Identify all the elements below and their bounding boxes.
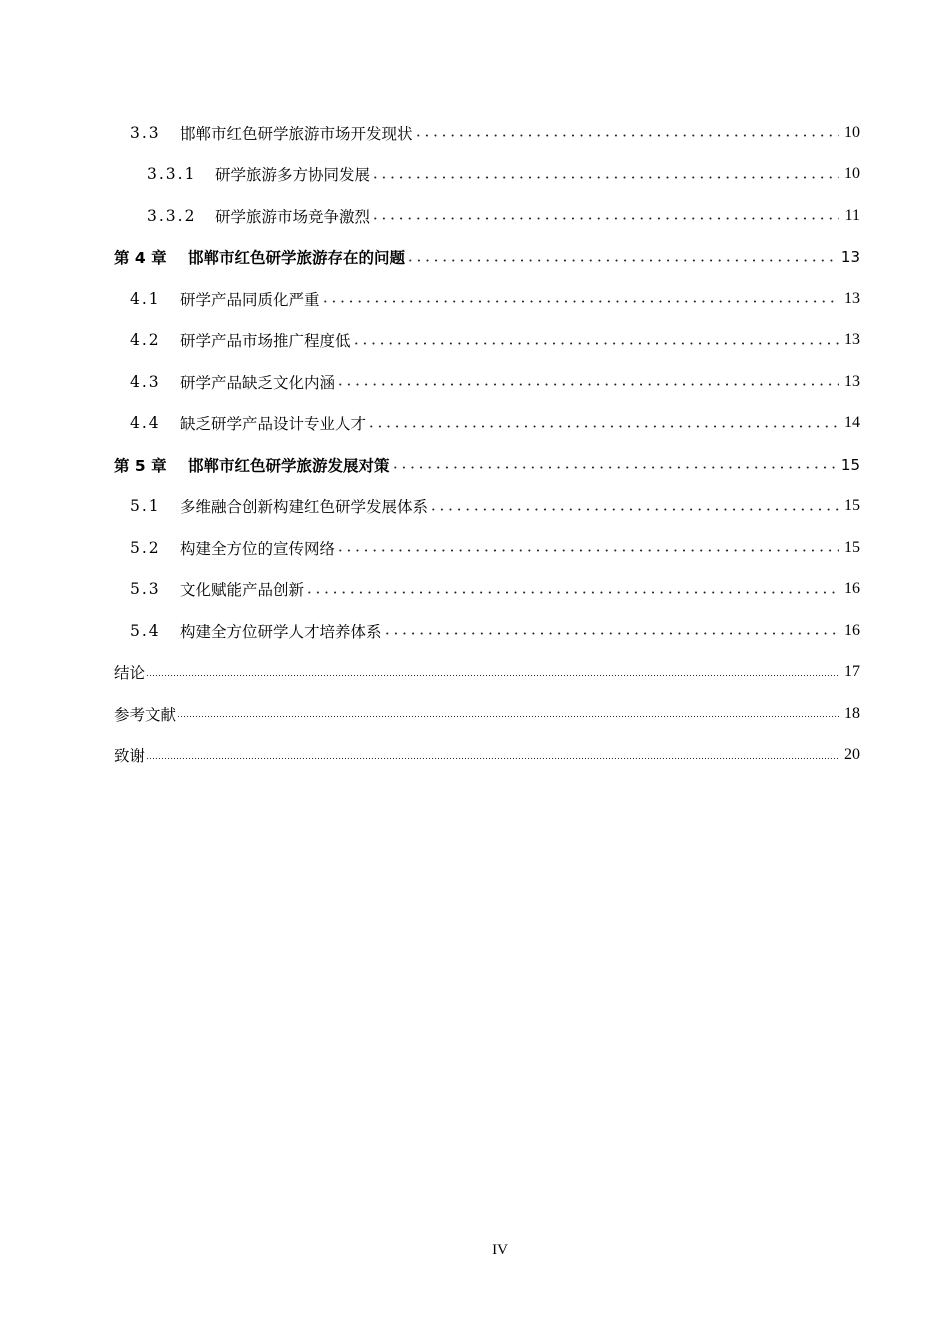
toc-entry-number: 4.2	[130, 331, 161, 350]
toc-entry-page: 10	[844, 165, 860, 183]
toc-entry-title: 参考文献	[114, 705, 177, 724]
page-number-footer: IV	[492, 1242, 508, 1258]
toc-entry-page: 15	[844, 497, 860, 515]
toc-entry-page: 18	[844, 704, 860, 722]
toc-entry-3-3[interactable]	[114, 112, 860, 154]
toc-entry-chapter-5[interactable]	[114, 444, 860, 486]
dot-leader	[414, 131, 839, 141]
dot-leader	[336, 380, 839, 390]
toc-entry-number: 5.2	[130, 538, 161, 557]
toc-entry-title: 研学旅游市场竞争激烈	[215, 207, 371, 226]
toc-entry-4-4[interactable]	[114, 403, 860, 445]
toc-entry-title: 邯郸市红色研学旅游发展对策	[188, 456, 390, 475]
toc-entry-4-2[interactable]	[114, 320, 860, 362]
dot-leader	[371, 214, 839, 224]
toc-entry-title: 研学产品同质化严重	[180, 290, 320, 309]
toc-entry-page: 13	[844, 289, 860, 307]
toc-entry-conclusion[interactable]	[114, 652, 860, 694]
toc-entry-page: 15	[840, 455, 860, 474]
dot-leader	[177, 712, 839, 722]
toc-entry-number: 4.1	[130, 289, 161, 308]
toc-entry-title: 研学产品缺乏文化内涵	[180, 373, 336, 392]
toc-entry-page: 13	[844, 331, 860, 349]
toc-entry-5-2[interactable]	[114, 527, 860, 569]
toc-entry-title: 多维融合创新构建红色研学发展体系	[180, 498, 429, 517]
dot-leader	[336, 546, 839, 556]
toc-entry-title: 构建全方位研学人才培养体系	[180, 622, 382, 641]
toc-entry-5-4[interactable]	[114, 610, 860, 652]
dot-leader	[367, 421, 839, 431]
dot-leader	[305, 587, 839, 597]
toc-entry-references[interactable]	[114, 693, 860, 735]
toc-entry-number: 3.3.2	[147, 206, 197, 225]
toc-entry-number: 第 4 章	[114, 249, 167, 268]
toc-entry-title: 构建全方位的宣传网络	[180, 539, 336, 558]
toc-entry-3-3-1[interactable]	[114, 154, 860, 196]
toc-entry-title: 文化赋能产品创新	[180, 581, 305, 600]
table-of-contents	[114, 112, 860, 776]
toc-entry-number: 3.3	[130, 123, 161, 142]
toc-entry-page: 14	[844, 414, 860, 432]
toc-entry-4-1[interactable]	[114, 278, 860, 320]
toc-entry-title: 结论	[114, 664, 146, 683]
toc-entry-title: 邯郸市红色研学旅游存在的问题	[188, 249, 406, 268]
toc-entry-title: 缺乏研学产品设计专业人才	[180, 415, 367, 434]
toc-entry-3-3-2[interactable]	[114, 195, 860, 237]
dot-leader	[352, 338, 839, 348]
toc-entry-number: 4.3	[130, 372, 161, 391]
dot-leader	[406, 255, 839, 265]
dot-leader	[146, 670, 839, 680]
toc-entry-page: 13	[840, 248, 860, 267]
toc-entry-page: 16	[844, 621, 860, 639]
toc-entry-chapter-4[interactable]	[114, 237, 860, 279]
toc-entry-page: 20	[844, 746, 860, 764]
toc-entry-title: 研学产品市场推广程度低	[180, 332, 351, 351]
toc-entry-number: 第 5 章	[114, 456, 167, 475]
toc-entry-page: 13	[844, 372, 860, 390]
dot-leader	[391, 463, 839, 473]
toc-entry-page: 11	[844, 206, 860, 224]
toc-entry-page: 16	[844, 580, 860, 598]
toc-entry-acknowledgements[interactable]	[114, 735, 860, 777]
toc-entry-title: 邯郸市红色研学旅游市场开发现状	[180, 124, 413, 143]
toc-entry-number: 3.3.1	[147, 165, 197, 184]
dot-leader	[429, 504, 839, 514]
toc-entry-5-3[interactable]	[114, 569, 860, 611]
toc-entry-number: 5.4	[130, 621, 161, 640]
dot-leader	[371, 172, 839, 182]
dot-leader	[383, 629, 839, 639]
dot-leader	[146, 753, 839, 763]
toc-entry-number: 5.1	[130, 497, 161, 516]
dot-leader	[321, 297, 839, 307]
toc-entry-5-1[interactable]	[114, 486, 860, 528]
toc-entry-page: 17	[844, 663, 860, 681]
toc-entry-title: 致谢	[114, 747, 146, 766]
toc-entry-title: 研学旅游多方协同发展	[215, 166, 371, 185]
toc-entry-page: 10	[844, 123, 860, 141]
toc-entry-number: 5.3	[130, 580, 161, 599]
toc-entry-number: 4.4	[130, 414, 161, 433]
toc-entry-page: 15	[844, 538, 860, 556]
toc-entry-4-3[interactable]	[114, 361, 860, 403]
